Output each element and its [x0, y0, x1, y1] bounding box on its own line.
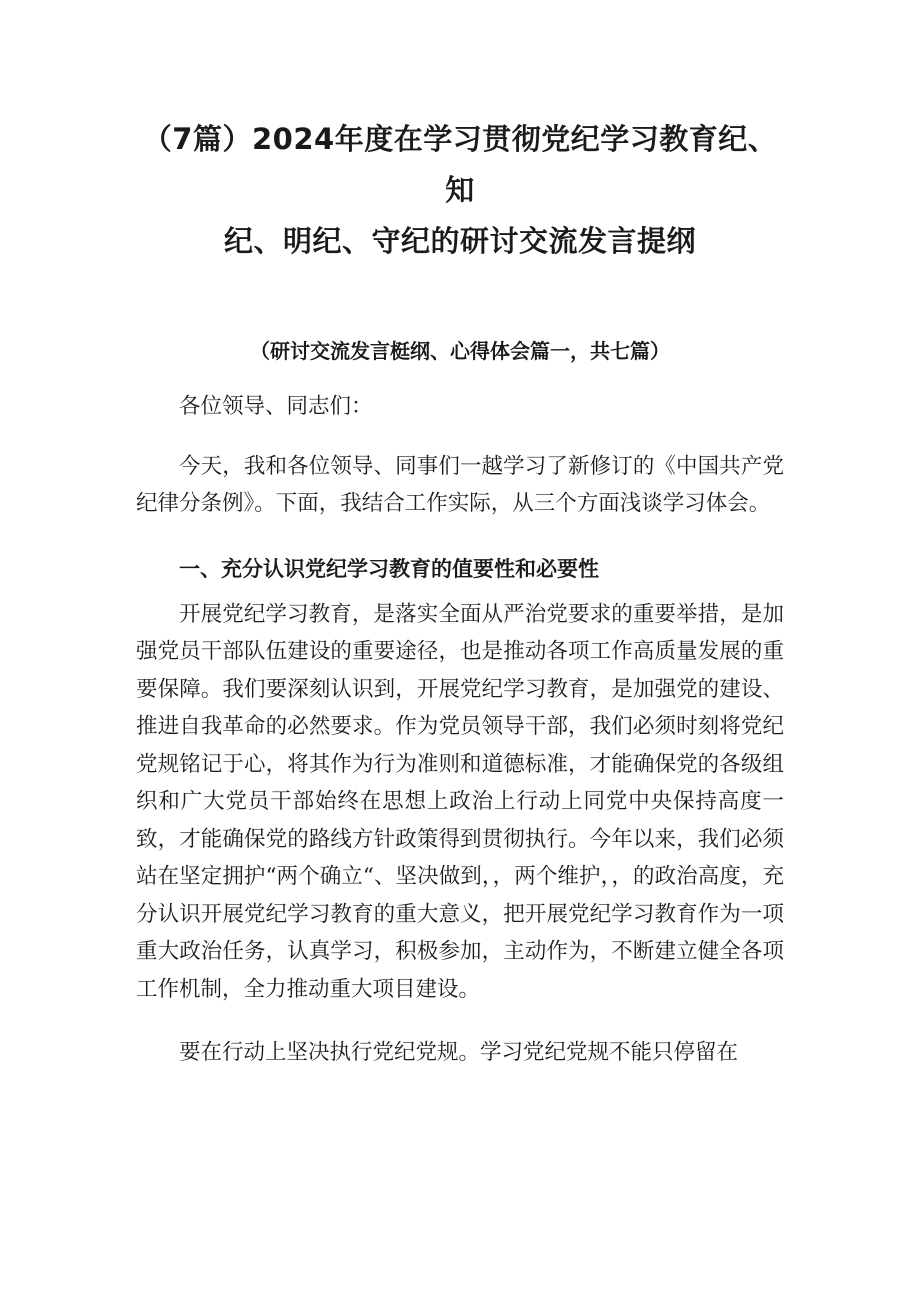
title-line-2: 纪、明纪、守纪的研讨交流发言提纲 — [223, 224, 696, 258]
document-title — [136, 114, 784, 267]
section-heading-1: 一、充分认识党纪学习教育的值要性和必要性 — [179, 556, 599, 581]
section-1-paragraph-2: 要在行动上坚决执行党纪党规。学习党纪党规不能只停留在 — [179, 1040, 739, 1065]
salutation: 各位领导、同志们： — [179, 394, 373, 419]
title-line-1: （7篇）2024年度在学习贯彻党纪学习教育纪、知 — [142, 122, 778, 207]
document-subtitle: （研讨交流发言梃纲、心得体会篇一，共七篇） — [250, 339, 670, 363]
intro-paragraph: 今天，我和各位领导、同事们一越学习了新修订的《中国共产党纪律分条例》。下面，我结合工作实际，从三个方面浅谈学习体会。 — [136, 453, 784, 516]
section-1-paragraph: 开展党纪学习教育，是落实全面从严治党要求的重要举措，是加强党员干部队伍建设的重要途径，也是推动各项工作高质量发展的重要保障。我们要深刻认识到，开展党纪学习教育，是加强党的建设、推进自我革命的必然要求。作为党员领导干部，我们必须时刻将党纪党规铭记于心，将其作为行为准则和道德标准，才能确保党的各级组织和广大党员干部始终在思想上政治上行动上同党中央保持高度一致，才能确保党的路线方针政策得到贯彻执行。今年以来，我们必须站在坚定拥护“两个确立“、坚决做到，，两个维护，，的政治高度，充分认识开展党纪学习教育的重大意义，把开展党纪学习教育作为一项重大政治任务，认真学习，积极参加，主动作为，不断建立健全各项工作机制，全力推动重大项目建设。 — [136, 601, 784, 1002]
